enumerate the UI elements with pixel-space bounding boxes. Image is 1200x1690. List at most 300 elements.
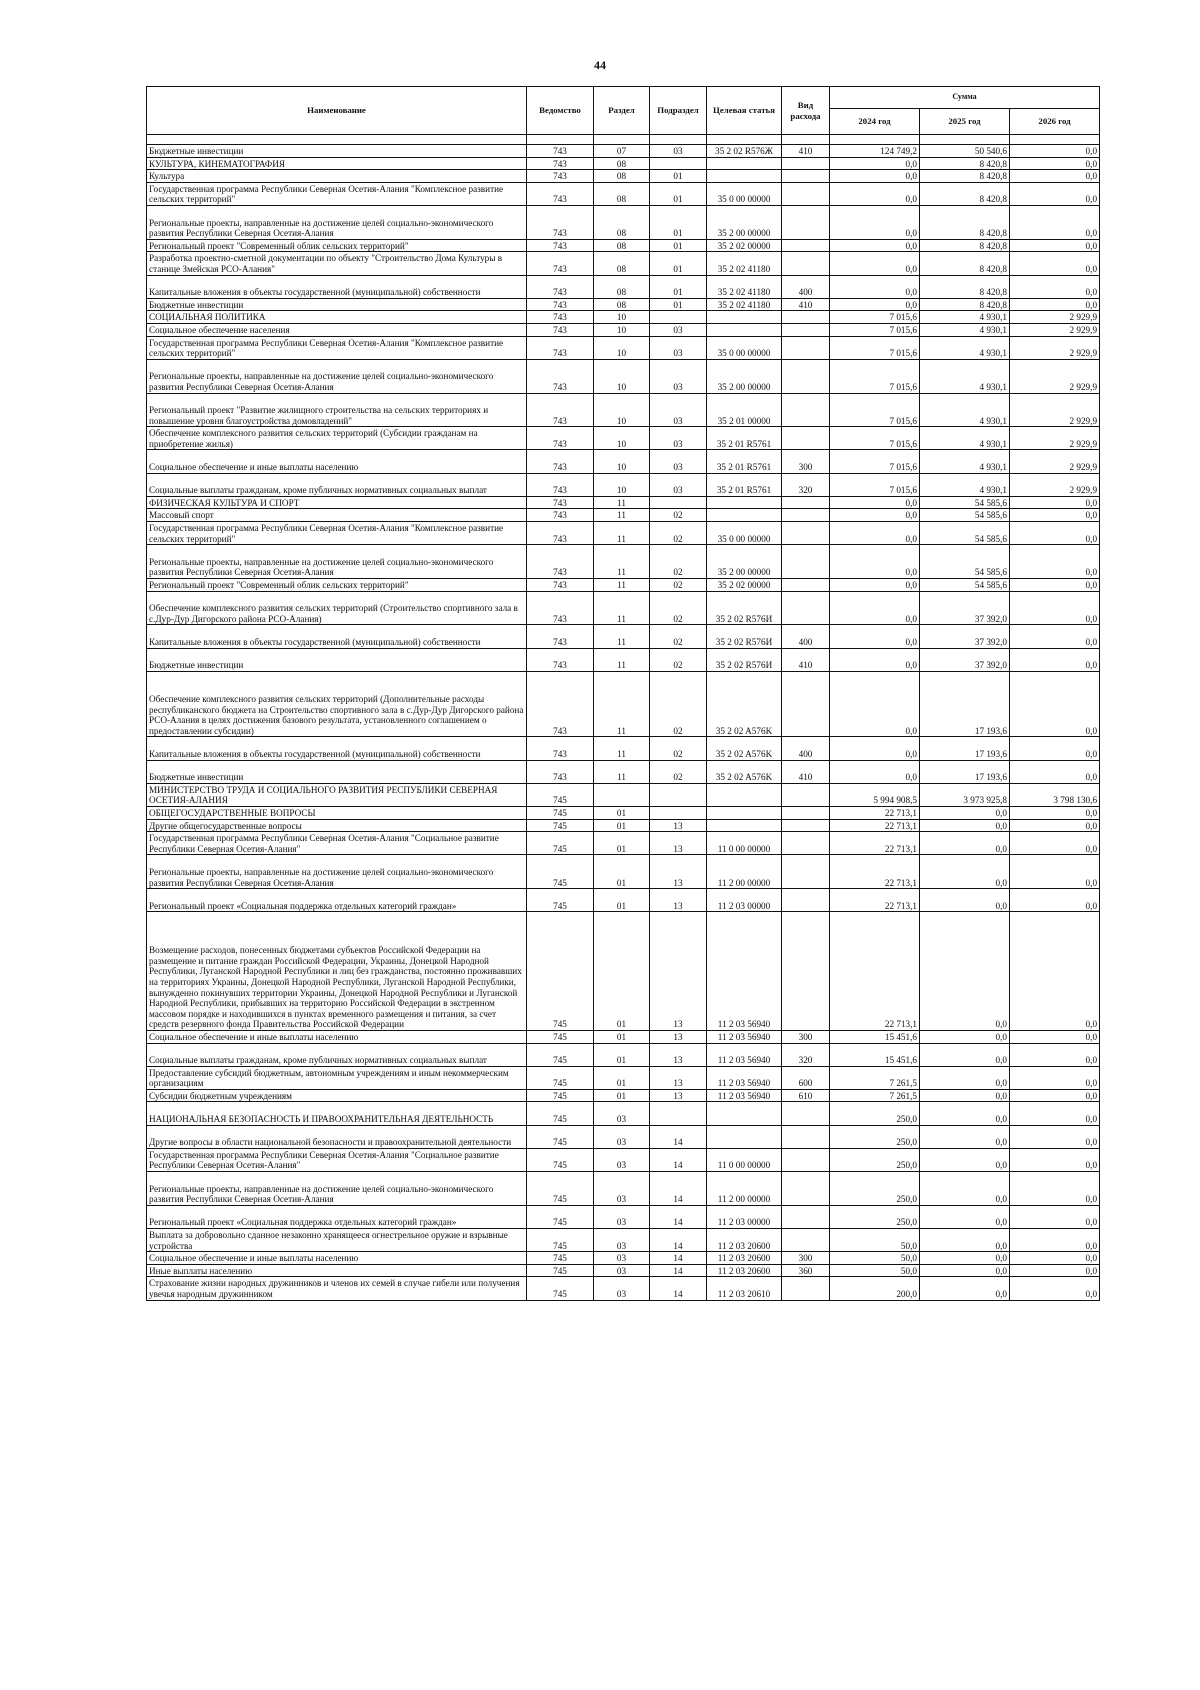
- row-target: 11 2 03 20600: [707, 1264, 782, 1277]
- row-section: 10: [594, 336, 650, 359]
- row-target: 35 2 01 R5761: [707, 427, 782, 450]
- row-dept: 745: [527, 912, 594, 1031]
- row-subsection: 02: [650, 509, 707, 522]
- row-name: Обеспечение комплексного развития сельских территорий (Строительство спортивного зала в с.Дур-Дур Дигорского района РСО-Алания): [147, 591, 527, 625]
- row-subsection: 13: [650, 855, 707, 889]
- row-value-2024: 7 261,5: [830, 1089, 920, 1102]
- row-exptype: 320: [782, 473, 830, 496]
- row-exptype: 400: [782, 275, 830, 298]
- row-dept: 743: [527, 157, 594, 170]
- table-row: [147, 832, 1100, 855]
- row-name: Социальные выплаты гражданам, кроме публичных нормативных социальных выплат: [147, 1043, 527, 1066]
- row-subsection: 02: [650, 648, 707, 671]
- row-dept: 743: [527, 509, 594, 522]
- row-dept: 745: [527, 889, 594, 912]
- row-value-2026: 0,0: [1010, 889, 1100, 912]
- page-number: 44: [594, 58, 606, 72]
- row-dept: 743: [527, 579, 594, 592]
- row-dept: 745: [527, 1172, 594, 1206]
- row-section: 11: [594, 737, 650, 760]
- row-exptype: 410: [782, 298, 830, 311]
- row-section: 10: [594, 323, 650, 336]
- row-section: 11: [594, 545, 650, 579]
- row-value-2026: 0,0: [1010, 737, 1100, 760]
- row-name: Социальное обеспечение и иные выплаты населению: [147, 1030, 527, 1043]
- row-name: Капитальные вложения в объекты государственной (муниципальной) собственности: [147, 625, 527, 648]
- row-value-2024: 0,0: [830, 239, 920, 252]
- row-value-2025: 4 930,1: [920, 450, 1010, 473]
- row-exptype: [782, 579, 830, 592]
- row-dept: 743: [527, 323, 594, 336]
- row-dept: 743: [527, 671, 594, 737]
- row-value-2026: 0,0: [1010, 760, 1100, 783]
- row-name: ОБЩЕГОСУДАРСТВЕННЫЕ ВОПРОСЫ: [147, 806, 527, 819]
- row-value-2024: 22 713,1: [830, 889, 920, 912]
- row-exptype: [782, 252, 830, 275]
- table-row: [147, 393, 1100, 427]
- row-name: Возмещение расходов, понесенных бюджетами субъектов Российской Федерации на размещение и питание граждан Российской Федерации, Украины, Донецкой Народной Республики, Луганской Народной Республики и лиц без гражданства, постоянно проживавших на территориях Украины, Донецкой Народной Республики, Луганской Народной Республики, вынужденно покинувших территории Украины, Донецкой Народной Республики и Луганской Народной Республики, прибывших на территорию Российской Федерации в экстренном массовом порядке и находившихся в пунктах временного размещения и питания, за счет средств резервного фонда Правительства Российской Федерации: [147, 912, 527, 1031]
- row-dept: 743: [527, 275, 594, 298]
- row-value-2026: 0,0: [1010, 1125, 1100, 1148]
- row-dept: 743: [527, 625, 594, 648]
- row-name: Государственная программа Республики Северная Осетия-Алания "Социальное развитие Республики Северная Осетия-Алания": [147, 1148, 527, 1171]
- header-exptype: Вид расхода: [782, 87, 830, 135]
- header-2024: 2024 год: [830, 109, 920, 135]
- row-name: Региональные проекты, направленные на достижение целей социально-экономического развития Республики Северная Осетия-Алания: [147, 359, 527, 393]
- row-value-2026: 0,0: [1010, 145, 1100, 158]
- row-target: 35 2 00 00000: [707, 545, 782, 579]
- table-row: [147, 427, 1100, 450]
- header-dept: Ведомство: [527, 87, 594, 135]
- header-section: Раздел: [594, 87, 650, 135]
- row-value-2025: 0,0: [920, 1043, 1010, 1066]
- row-dept: 745: [527, 783, 594, 806]
- row-subsection: 03: [650, 450, 707, 473]
- row-value-2026: 0,0: [1010, 182, 1100, 205]
- row-target: [707, 509, 782, 522]
- row-value-2025: 8 420,8: [920, 205, 1010, 239]
- row-exptype: [782, 1172, 830, 1206]
- row-value-2026: 0,0: [1010, 855, 1100, 889]
- row-value-2026: 0,0: [1010, 1148, 1100, 1171]
- row-exptype: [782, 545, 830, 579]
- row-dept: 743: [527, 737, 594, 760]
- row-value-2025: 8 420,8: [920, 275, 1010, 298]
- row-section: 01: [594, 832, 650, 855]
- row-value-2025: 0,0: [920, 1252, 1010, 1265]
- row-value-2026: 2 929,9: [1010, 473, 1100, 496]
- row-dept: 743: [527, 393, 594, 427]
- row-value-2024: 0,0: [830, 509, 920, 522]
- row-exptype: 410: [782, 648, 830, 671]
- row-value-2026: 0,0: [1010, 205, 1100, 239]
- row-value-2026: 2 929,9: [1010, 359, 1100, 393]
- row-name: Другие общегосударственные вопросы: [147, 819, 527, 832]
- row-name: Предоставление субсидий бюджетным, автономным учреждениям и иным некоммерческим организациям: [147, 1066, 527, 1089]
- table-row: [147, 737, 1100, 760]
- row-value-2026: 0,0: [1010, 1172, 1100, 1206]
- row-value-2026: 0,0: [1010, 648, 1100, 671]
- row-name: Социальное обеспечение и иные выплаты населению: [147, 1252, 527, 1265]
- table-row: [147, 336, 1100, 359]
- table-row: [147, 522, 1100, 545]
- row-exptype: 300: [782, 1030, 830, 1043]
- row-value-2025: 0,0: [920, 912, 1010, 1031]
- row-exptype: [782, 1125, 830, 1148]
- row-section: 07: [594, 145, 650, 158]
- row-exptype: [782, 1277, 830, 1300]
- row-exptype: [782, 359, 830, 393]
- row-exptype: 610: [782, 1089, 830, 1102]
- row-subsection: 01: [650, 182, 707, 205]
- row-section: 01: [594, 912, 650, 1031]
- row-dept: 743: [527, 145, 594, 158]
- row-name: Государственная программа Республики Северная Осетия-Алания "Комплексное развитие сельских территорий": [147, 522, 527, 545]
- row-subsection: 02: [650, 625, 707, 648]
- row-value-2024: 250,0: [830, 1125, 920, 1148]
- row-section: 08: [594, 275, 650, 298]
- row-section: 03: [594, 1148, 650, 1171]
- row-target: 35 2 01 R5761: [707, 450, 782, 473]
- row-value-2026: 2 929,9: [1010, 427, 1100, 450]
- row-value-2024: 0,0: [830, 625, 920, 648]
- row-value-2024: 50,0: [830, 1264, 920, 1277]
- row-exptype: [782, 1102, 830, 1125]
- row-value-2026: 0,0: [1010, 819, 1100, 832]
- row-value-2024: 22 713,1: [830, 819, 920, 832]
- row-target: 35 2 02 A576K: [707, 737, 782, 760]
- row-name: Культура: [147, 170, 527, 183]
- row-name: Выплата за добровольно сданное незаконно хранящееся огнестрельное оружие и взрывные устройства: [147, 1229, 527, 1252]
- row-value-2024: 0,0: [830, 760, 920, 783]
- table-row: [147, 579, 1100, 592]
- row-exptype: [782, 832, 830, 855]
- row-subsection: [650, 311, 707, 324]
- row-subsection: 01: [650, 275, 707, 298]
- row-target: 35 0 00 00000: [707, 522, 782, 545]
- row-dept: 745: [527, 855, 594, 889]
- row-value-2026: 0,0: [1010, 912, 1100, 1031]
- row-section: 08: [594, 182, 650, 205]
- table-row: [147, 239, 1100, 252]
- row-exptype: 410: [782, 760, 830, 783]
- row-value-2026: 0,0: [1010, 1066, 1100, 1089]
- table-row: [147, 252, 1100, 275]
- table-row: [147, 1252, 1100, 1265]
- row-value-2026: 0,0: [1010, 806, 1100, 819]
- row-subsection: 13: [650, 889, 707, 912]
- row-target: 11 0 00 00000: [707, 1148, 782, 1171]
- row-target: [707, 311, 782, 324]
- row-name: ФИЗИЧЕСКАЯ КУЛЬТУРА И СПОРТ: [147, 496, 527, 509]
- row-exptype: [782, 591, 830, 625]
- row-dept: 743: [527, 522, 594, 545]
- row-section: 03: [594, 1229, 650, 1252]
- table-row: [147, 157, 1100, 170]
- row-value-2025: 0,0: [920, 1102, 1010, 1125]
- row-value-2026: 0,0: [1010, 832, 1100, 855]
- row-subsection: 02: [650, 591, 707, 625]
- row-value-2025: 0,0: [920, 1148, 1010, 1171]
- row-value-2025: 4 930,1: [920, 311, 1010, 324]
- row-value-2025: 17 193,6: [920, 737, 1010, 760]
- row-subsection: 14: [650, 1125, 707, 1148]
- row-value-2025: 4 930,1: [920, 393, 1010, 427]
- row-value-2026: 0,0: [1010, 1277, 1100, 1300]
- row-subsection: 03: [650, 336, 707, 359]
- row-subsection: [650, 783, 707, 806]
- row-value-2024: 200,0: [830, 1277, 920, 1300]
- row-exptype: 400: [782, 625, 830, 648]
- row-dept: 743: [527, 648, 594, 671]
- row-exptype: [782, 912, 830, 1031]
- row-value-2024: 7 261,5: [830, 1066, 920, 1089]
- row-target: 35 2 00 00000: [707, 205, 782, 239]
- row-value-2024: 250,0: [830, 1102, 920, 1125]
- row-name: Массовый спорт: [147, 509, 527, 522]
- row-value-2024: 0,0: [830, 205, 920, 239]
- row-value-2025: 0,0: [920, 855, 1010, 889]
- row-exptype: 300: [782, 1252, 830, 1265]
- row-exptype: [782, 522, 830, 545]
- row-exptype: 410: [782, 145, 830, 158]
- row-section: 01: [594, 889, 650, 912]
- row-section: 10: [594, 450, 650, 473]
- row-value-2026: 0,0: [1010, 1102, 1100, 1125]
- row-subsection: [650, 806, 707, 819]
- row-target: 11 2 00 00000: [707, 1172, 782, 1206]
- row-exptype: 320: [782, 1043, 830, 1066]
- row-exptype: 360: [782, 1264, 830, 1277]
- row-dept: 745: [527, 1264, 594, 1277]
- row-subsection: 14: [650, 1148, 707, 1171]
- row-value-2024: 7 015,6: [830, 311, 920, 324]
- row-target: [707, 783, 782, 806]
- row-target: 35 2 02 41180: [707, 298, 782, 311]
- row-dept: 745: [527, 1277, 594, 1300]
- header-name: Наименование: [147, 87, 527, 135]
- row-value-2025: 50 540,6: [920, 145, 1010, 158]
- row-value-2025: 54 585,6: [920, 509, 1010, 522]
- row-target: 35 2 02 41180: [707, 252, 782, 275]
- row-section: 11: [594, 625, 650, 648]
- row-subsection: 03: [650, 359, 707, 393]
- row-subsection: 03: [650, 145, 707, 158]
- row-value-2024: 0,0: [830, 579, 920, 592]
- row-exptype: [782, 1205, 830, 1228]
- row-target: [707, 496, 782, 509]
- row-value-2025: 4 930,1: [920, 323, 1010, 336]
- row-target: 35 2 00 00000: [707, 359, 782, 393]
- row-value-2024: 7 015,6: [830, 450, 920, 473]
- row-target: 11 2 03 56940: [707, 912, 782, 1031]
- row-value-2026: 0,0: [1010, 509, 1100, 522]
- row-value-2025: 0,0: [920, 819, 1010, 832]
- row-name: Региональные проекты, направленные на достижение целей социально-экономического развития Республики Северная Осетия-Алания: [147, 1172, 527, 1206]
- row-value-2024: 0,0: [830, 737, 920, 760]
- row-target: 11 2 03 20600: [707, 1229, 782, 1252]
- row-target: 11 2 03 20600: [707, 1252, 782, 1265]
- row-name: Социальное обеспечение и иные выплаты населению: [147, 450, 527, 473]
- row-name: Региональные проекты, направленные на достижение целей социально-экономического развития Республики Северная Осетия-Алания: [147, 545, 527, 579]
- row-section: 08: [594, 170, 650, 183]
- row-value-2025: 0,0: [920, 806, 1010, 819]
- row-value-2026: 0,0: [1010, 1205, 1100, 1228]
- row-target: 11 2 03 56940: [707, 1043, 782, 1066]
- row-name: Региональный проект "Современный облик сельских территорий": [147, 239, 527, 252]
- row-subsection: 02: [650, 522, 707, 545]
- row-value-2026: 2 929,9: [1010, 336, 1100, 359]
- row-value-2025: 8 420,8: [920, 239, 1010, 252]
- header-sum: Сумма: [830, 87, 1100, 109]
- row-name: Социальные выплаты гражданам, кроме публичных нормативных социальных выплат: [147, 473, 527, 496]
- row-value-2024: 22 713,1: [830, 806, 920, 819]
- row-target: 11 2 03 20610: [707, 1277, 782, 1300]
- row-value-2025: 0,0: [920, 1125, 1010, 1148]
- row-exptype: [782, 1229, 830, 1252]
- row-dept: 743: [527, 359, 594, 393]
- row-value-2026: 0,0: [1010, 252, 1100, 275]
- table-row: [147, 671, 1100, 737]
- row-target: 11 0 00 00000: [707, 832, 782, 855]
- row-name: Обеспечение комплексного развития сельских территорий (Субсидии гражданам на приобретение жилья): [147, 427, 527, 450]
- row-dept: 743: [527, 427, 594, 450]
- row-subsection: 14: [650, 1277, 707, 1300]
- row-value-2024: 0,0: [830, 522, 920, 545]
- row-subsection: 14: [650, 1229, 707, 1252]
- row-target: [707, 819, 782, 832]
- row-subsection: 14: [650, 1252, 707, 1265]
- row-target: 35 2 01 R5761: [707, 473, 782, 496]
- row-section: 03: [594, 1252, 650, 1265]
- row-value-2024: 50,0: [830, 1229, 920, 1252]
- row-value-2025: 0,0: [920, 1229, 1010, 1252]
- row-target: 35 2 02 A576K: [707, 671, 782, 737]
- table-row: [147, 275, 1100, 298]
- row-value-2026: 0,0: [1010, 239, 1100, 252]
- row-exptype: [782, 509, 830, 522]
- row-name: Бюджетные инвестиции: [147, 298, 527, 311]
- row-value-2024: 124 749,2: [830, 145, 920, 158]
- row-value-2025: 8 420,8: [920, 182, 1010, 205]
- row-exptype: [782, 806, 830, 819]
- table-row: [147, 182, 1100, 205]
- table-row: [147, 1264, 1100, 1277]
- row-name: Капитальные вложения в объекты государственной (муниципальной) собственности: [147, 737, 527, 760]
- table-row: [147, 1089, 1100, 1102]
- row-subsection: 02: [650, 579, 707, 592]
- row-name: Региональные проекты, направленные на достижение целей социально-экономического развития Республики Северная Осетия-Алания: [147, 205, 527, 239]
- row-target: [707, 170, 782, 183]
- row-value-2025: 4 930,1: [920, 473, 1010, 496]
- row-subsection: 14: [650, 1205, 707, 1228]
- row-value-2024: 0,0: [830, 298, 920, 311]
- row-dept: 743: [527, 311, 594, 324]
- row-target: [707, 157, 782, 170]
- row-target: 35 2 01 00000: [707, 393, 782, 427]
- row-target: 35 2 02 R576И: [707, 648, 782, 671]
- row-target: [707, 323, 782, 336]
- row-dept: 743: [527, 252, 594, 275]
- row-section: 03: [594, 1102, 650, 1125]
- row-subsection: 13: [650, 912, 707, 1031]
- row-exptype: 400: [782, 737, 830, 760]
- row-value-2024: 50,0: [830, 1252, 920, 1265]
- row-value-2025: 54 585,6: [920, 496, 1010, 509]
- row-dept: 743: [527, 545, 594, 579]
- row-name: Субсидии бюджетным учреждениям: [147, 1089, 527, 1102]
- row-section: 11: [594, 591, 650, 625]
- table-row: [147, 591, 1100, 625]
- row-target: 35 0 00 00000: [707, 182, 782, 205]
- row-section: 01: [594, 819, 650, 832]
- row-exptype: [782, 205, 830, 239]
- row-target: 11 2 00 00000: [707, 855, 782, 889]
- row-section: 11: [594, 509, 650, 522]
- row-section: 11: [594, 579, 650, 592]
- row-target: 11 2 03 56940: [707, 1030, 782, 1043]
- row-value-2024: 22 713,1: [830, 912, 920, 1031]
- row-dept: 743: [527, 205, 594, 239]
- row-section: 03: [594, 1125, 650, 1148]
- row-value-2024: 0,0: [830, 671, 920, 737]
- row-target: 35 0 00 00000: [707, 336, 782, 359]
- row-name: МИНИСТЕРСТВО ТРУДА И СОЦИАЛЬНОГО РАЗВИТИЯ РЕСПУБЛИКИ СЕВЕРНАЯ ОСЕТИЯ-АЛАНИЯ: [147, 783, 527, 806]
- row-exptype: [782, 393, 830, 427]
- header-2026: 2026 год: [1010, 109, 1100, 135]
- row-name: Бюджетные инвестиции: [147, 145, 527, 158]
- row-target: 11 2 03 56940: [707, 1089, 782, 1102]
- table-row: [147, 1066, 1100, 1089]
- table-row: [147, 1043, 1100, 1066]
- row-value-2024: 0,0: [830, 545, 920, 579]
- row-value-2026: 0,0: [1010, 671, 1100, 737]
- row-value-2025: 37 392,0: [920, 591, 1010, 625]
- row-value-2026: 0,0: [1010, 591, 1100, 625]
- row-dept: 745: [527, 819, 594, 832]
- row-exptype: [782, 819, 830, 832]
- row-value-2025: 37 392,0: [920, 648, 1010, 671]
- row-subsection: [650, 496, 707, 509]
- row-name: Региональный проект «Социальная поддержка отдельных категорий граждан»: [147, 1205, 527, 1228]
- row-value-2025: 54 585,6: [920, 545, 1010, 579]
- row-value-2025: 54 585,6: [920, 522, 1010, 545]
- row-section: 08: [594, 205, 650, 239]
- header-target: Целевая статья: [707, 87, 782, 135]
- table-row: [147, 311, 1100, 324]
- row-subsection: 01: [650, 298, 707, 311]
- header-2025: 2025 год: [920, 109, 1010, 135]
- row-value-2024: 7 015,6: [830, 393, 920, 427]
- row-value-2026: 0,0: [1010, 157, 1100, 170]
- table-row: [147, 1229, 1100, 1252]
- row-section: 03: [594, 1205, 650, 1228]
- row-value-2024: 15 451,6: [830, 1043, 920, 1066]
- row-exptype: [782, 671, 830, 737]
- row-subsection: 13: [650, 1089, 707, 1102]
- row-section: 10: [594, 473, 650, 496]
- row-value-2026: 0,0: [1010, 298, 1100, 311]
- row-value-2025: 4 930,1: [920, 359, 1010, 393]
- row-exptype: [782, 855, 830, 889]
- row-section: 08: [594, 252, 650, 275]
- row-value-2025: 0,0: [920, 1089, 1010, 1102]
- row-dept: 745: [527, 1205, 594, 1228]
- row-dept: 743: [527, 298, 594, 311]
- table-row: [147, 806, 1100, 819]
- row-section: 01: [594, 1043, 650, 1066]
- row-value-2026: 2 929,9: [1010, 311, 1100, 324]
